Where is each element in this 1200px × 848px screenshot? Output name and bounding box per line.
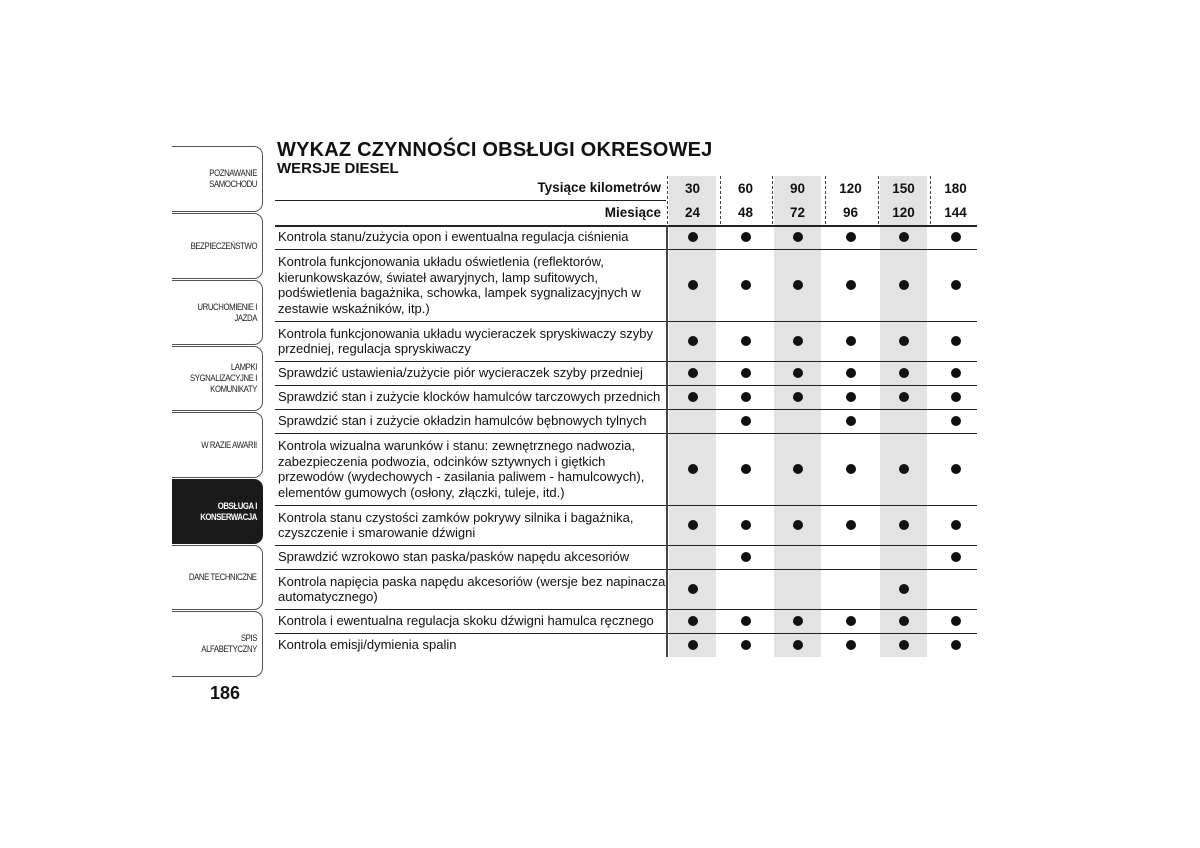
check-dot-icon (793, 368, 803, 378)
interval-cell (880, 321, 927, 361)
interval-cell (932, 361, 979, 385)
check-dot-icon (741, 416, 751, 426)
interval-cell (827, 361, 874, 385)
interval-cell (669, 569, 716, 609)
interval-cell (827, 433, 874, 505)
interval-value: 96 (842, 205, 859, 220)
check-dot-icon (846, 520, 856, 530)
check-dot-icon (688, 392, 698, 402)
task-label: Kontrola stanu/zużycia opon i ewentualna regulacja ciśnienia (278, 229, 629, 245)
check-dot-icon (741, 616, 751, 626)
interval-cell (932, 633, 979, 657)
table-header-row (275, 176, 977, 200)
interval-cell (722, 225, 769, 249)
interval-cell (722, 249, 769, 321)
table-row (275, 505, 977, 545)
interval-value: 150 (880, 176, 927, 200)
task-label: Sprawdzić ustawienia/zużycie piór wycieraczek szyby przedniej (278, 365, 643, 381)
check-dot-icon (688, 584, 698, 594)
check-dot-icon (951, 416, 961, 426)
table-row (275, 249, 977, 321)
table-row (275, 409, 977, 433)
interval-cell (669, 225, 716, 249)
check-dot-icon (688, 368, 698, 378)
check-dot-icon (688, 616, 698, 626)
interval-cell (722, 609, 769, 633)
interval-value: 120 (880, 200, 927, 225)
interval-cell (669, 609, 716, 633)
check-dot-icon (741, 640, 751, 650)
interval-cell (880, 385, 927, 409)
check-dot-icon (688, 520, 698, 530)
interval-cell (880, 505, 927, 545)
check-dot-icon (793, 336, 803, 346)
tab-uruchomienie-i-jazda[interactable] (172, 280, 263, 345)
check-dot-icon (846, 392, 856, 402)
interval-cell (880, 225, 927, 249)
interval-cell (932, 385, 979, 409)
check-dot-icon (741, 368, 751, 378)
check-dot-icon (846, 336, 856, 346)
interval-cell (722, 633, 769, 657)
row-divider (275, 433, 977, 434)
interval-cell (722, 505, 769, 545)
tab-label: OBSŁUGA I KONSERWACJA (200, 500, 257, 523)
tab-label: DANE TECHNICZNE (189, 572, 257, 583)
column-divider (772, 176, 773, 224)
tab-spis-alfabetyczny[interactable] (172, 611, 263, 677)
interval-cell (722, 321, 769, 361)
interval-cell (774, 633, 821, 657)
check-dot-icon (951, 232, 961, 242)
tab-label: URUCHOMIENIE I JAZDA (197, 301, 257, 324)
task-label: Kontrola wizualna warunków i stanu: zewnętrznego nadwozia, zabezpieczenia podwozia, odcinków sztywnych i giętkich przewodów (wydechowych - zasilania paliwem - hamulcowych), elementów gumowych (osłony, złączki, tuleje, itd.) (278, 438, 645, 500)
interval-cell (669, 249, 716, 321)
check-dot-icon (951, 464, 961, 474)
interval-value: 48 (737, 205, 754, 220)
check-dot-icon (793, 280, 803, 290)
table-row (275, 609, 977, 633)
row-divider (275, 609, 977, 610)
header-label: Tysiące kilometrów (537, 180, 661, 196)
check-dot-icon (688, 640, 698, 650)
interval-cell (932, 409, 979, 433)
row-divider (275, 505, 977, 506)
tab-poznawanie-samochodu[interactable] (172, 146, 263, 212)
table-row (275, 321, 977, 361)
page-number: 186 (210, 683, 241, 703)
check-dot-icon (846, 416, 856, 426)
check-dot-icon (793, 520, 803, 530)
interval-cell (932, 433, 979, 505)
tab-lampki-sygnalizacyjne-i-komunikaty[interactable] (172, 346, 263, 411)
check-dot-icon (846, 280, 856, 290)
interval-cell (774, 545, 821, 569)
check-dot-icon (899, 280, 909, 290)
tab-bezpieczeństwo[interactable] (172, 213, 263, 279)
table-row (275, 545, 977, 569)
check-dot-icon (793, 640, 803, 650)
column-divider (930, 176, 931, 224)
interval-cell (774, 609, 821, 633)
task-label: Kontrola i ewentualna regulacja skoku dźwigni hamulca ręcznego (278, 613, 654, 629)
interval-cell (880, 433, 927, 505)
interval-cell (880, 249, 927, 321)
check-dot-icon (899, 392, 909, 402)
column-divider (825, 176, 826, 224)
check-dot-icon (741, 336, 751, 346)
interval-cell (774, 569, 821, 609)
interval-cell (932, 609, 979, 633)
interval-cell (880, 569, 927, 609)
check-dot-icon (741, 232, 751, 242)
row-divider (275, 225, 977, 227)
interval-cell (722, 433, 769, 505)
interval-cell (669, 545, 716, 569)
check-dot-icon (741, 464, 751, 474)
interval-cell (669, 321, 716, 361)
interval-cell (827, 385, 874, 409)
task-label: Sprawdzić wzrokowo stan paska/pasków napędu akcesoriów (278, 549, 630, 565)
table-header-row (275, 200, 977, 225)
check-dot-icon (846, 640, 856, 650)
row-divider (275, 361, 977, 362)
interval-value: 72 (774, 200, 821, 225)
check-dot-icon (951, 368, 961, 378)
task-label: Sprawdzić stan i zużycie klocków hamulców tarczowych przednich (278, 389, 661, 405)
interval-cell (722, 545, 769, 569)
check-dot-icon (951, 336, 961, 346)
tab-label: POZNAWANIE SAMOCHODU (209, 168, 257, 190)
interval-cell (669, 433, 716, 505)
interval-cell (774, 249, 821, 321)
check-dot-icon (793, 232, 803, 242)
check-dot-icon (688, 336, 698, 346)
interval-cell (722, 361, 769, 385)
interval-cell (669, 505, 716, 545)
check-dot-icon (951, 520, 961, 530)
row-divider (275, 633, 977, 634)
task-label: Kontrola funkcjonowania układu wycieraczek spryskiwaczy szyby przedniej, regulacja spryskiwaczy (278, 325, 653, 356)
check-dot-icon (846, 232, 856, 242)
task-label: Kontrola napięcia paska napędu akcesoriów (wersje bez napinacza automatycznego) (278, 573, 666, 604)
interval-cell (827, 609, 874, 633)
interval-cell (722, 385, 769, 409)
check-dot-icon (899, 336, 909, 346)
tab-label: SPIS ALFABETYCZNY (201, 633, 257, 655)
interval-cell (827, 633, 874, 657)
interval-value: 30 (669, 176, 716, 200)
interval-cell (827, 569, 874, 609)
check-dot-icon (899, 368, 909, 378)
column-divider (666, 225, 668, 657)
interval-value: 120 (839, 180, 862, 196)
interval-cell (880, 633, 927, 657)
row-divider (275, 200, 666, 201)
interval-value: 24 (669, 200, 716, 225)
row-divider (275, 321, 977, 322)
row-divider (275, 409, 977, 410)
interval-cell (827, 225, 874, 249)
row-divider (275, 545, 977, 546)
row-divider (275, 385, 977, 386)
interval-cell (774, 505, 821, 545)
table-row (275, 569, 977, 609)
tab-label: W RAZIE AWARII (201, 439, 257, 451)
interval-cell (932, 225, 979, 249)
interval-cell (774, 321, 821, 361)
check-dot-icon (846, 464, 856, 474)
table-row (275, 361, 977, 385)
interval-cell (669, 409, 716, 433)
check-dot-icon (741, 280, 751, 290)
check-dot-icon (899, 616, 909, 626)
interval-cell (880, 409, 927, 433)
tab-w-razie-awarii[interactable] (172, 412, 263, 478)
interval-cell (932, 545, 979, 569)
page-subtitle: WERSJE DIESEL (277, 160, 399, 177)
check-dot-icon (951, 640, 961, 650)
check-dot-icon (899, 584, 909, 594)
interval-cell (827, 505, 874, 545)
interval-cell (827, 545, 874, 569)
interval-cell (774, 409, 821, 433)
check-dot-icon (951, 616, 961, 626)
interval-cell (669, 633, 716, 657)
interval-cell (722, 409, 769, 433)
interval-cell (774, 433, 821, 505)
interval-value: 180 (944, 180, 967, 196)
check-dot-icon (688, 232, 698, 242)
interval-value: 144 (944, 205, 967, 220)
table-row (275, 225, 977, 249)
interval-cell (880, 609, 927, 633)
interval-cell (932, 569, 979, 609)
interval-cell (774, 225, 821, 249)
check-dot-icon (793, 464, 803, 474)
column-divider (720, 176, 721, 224)
check-dot-icon (741, 520, 751, 530)
tab-dane-techniczne[interactable] (172, 545, 263, 610)
interval-value: 60 (737, 180, 754, 196)
check-dot-icon (899, 640, 909, 650)
interval-cell (880, 361, 927, 385)
interval-cell (827, 409, 874, 433)
task-label: Kontrola funkcjonowania układu oświetlenia (reflektorów, kierunkowskazów, świateł awaryjnych, lamp sufitowych, podświetlenia bagażnika, schowka, lampek sygnalizacyjnych w zestawie wskaźników, itp.) (278, 254, 641, 316)
table-row (275, 385, 977, 409)
interval-cell (932, 505, 979, 545)
interval-cell (774, 385, 821, 409)
check-dot-icon (951, 280, 961, 290)
check-dot-icon (688, 280, 698, 290)
check-dot-icon (846, 368, 856, 378)
interval-cell (932, 321, 979, 361)
interval-cell (774, 361, 821, 385)
interval-value: 90 (774, 176, 821, 200)
column-divider (667, 176, 668, 224)
interval-cell (827, 321, 874, 361)
check-dot-icon (899, 464, 909, 474)
column-divider (878, 176, 879, 224)
row-divider (275, 569, 977, 570)
task-label: Sprawdzić stan i zużycie okładzin hamulców bębnowych tylnych (278, 413, 647, 429)
header-label: Miesiące (604, 204, 661, 220)
check-dot-icon (793, 616, 803, 626)
check-dot-icon (688, 464, 698, 474)
interval-cell (722, 569, 769, 609)
interval-cell (669, 361, 716, 385)
tab-label: BEZPIECZEŃSTWO (190, 240, 257, 252)
task-label: Kontrola stanu czystości zamków pokrywy silnika i bagażnika, czyszczenie i smarowanie dźwigni (278, 509, 634, 540)
interval-cell (827, 249, 874, 321)
check-dot-icon (741, 392, 751, 402)
table-row (275, 433, 977, 505)
task-label: Kontrola emisji/dymienia spalin (278, 637, 457, 653)
table-row (275, 633, 977, 657)
check-dot-icon (899, 520, 909, 530)
interval-cell (932, 249, 979, 321)
page-title: WYKAZ CZYNNOŚCI OBSŁUGI OKRESOWEJ (277, 139, 713, 161)
check-dot-icon (793, 392, 803, 402)
check-dot-icon (899, 232, 909, 242)
tab-obsługa-i-konserwacja[interactable] (172, 479, 263, 544)
check-dot-icon (951, 552, 961, 562)
row-divider (275, 249, 977, 250)
interval-cell (669, 385, 716, 409)
check-dot-icon (951, 392, 961, 402)
interval-cell (880, 545, 927, 569)
tab-label: LAMPKI SYGNALIZACYJNE I KOMUNIKATY (189, 362, 257, 395)
check-dot-icon (741, 552, 751, 562)
check-dot-icon (846, 616, 856, 626)
